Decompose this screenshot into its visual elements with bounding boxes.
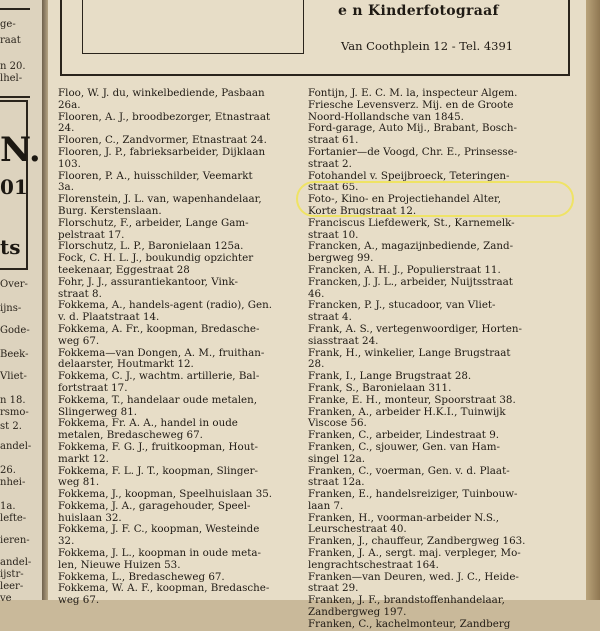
directory-entry: [58, 548, 298, 572]
directory-entry: [58, 524, 298, 548]
left-page-fragment: ge-: [0, 19, 16, 30]
entry-line: Fokkema, Fr. A. A., handel in oude: [58, 417, 238, 430]
directory-entry: [58, 300, 298, 324]
entry-continuation: v. d. Plaatstraat 14.: [58, 311, 160, 324]
directory-entry: [58, 442, 298, 466]
entry-line: Franken, J. A., sergt. maj. verpleger, Mo-: [308, 547, 521, 560]
directory-entry: [58, 112, 298, 136]
directory-entry: [58, 88, 298, 112]
directory-entry: [58, 277, 298, 301]
directory-entry: [308, 265, 576, 277]
directory-column-right: [308, 88, 576, 631]
entry-continuation: fortstraat 17.: [58, 381, 128, 394]
directory-entry: [308, 595, 576, 619]
entry-line: Franken, A., arbeider H.K.I., Tuinwijk: [308, 405, 506, 418]
directory-entry: [308, 513, 576, 537]
directory-entry: [58, 324, 298, 348]
entry-line: Francken, P. J., stucadoor, van Vliet-: [308, 299, 496, 312]
entry-line: Francken, A., magazijnbediende, Zand-: [308, 240, 514, 253]
directory-entry: [58, 194, 298, 218]
left-page-fragment: rsmo-: [0, 407, 29, 418]
highlight-marker: [296, 181, 574, 217]
left-page-fragment: ieren-: [0, 535, 30, 546]
entry-continuation: Viscose 56.: [308, 417, 367, 430]
entry-line: Fokkema, L., Bredascheweg 67.: [58, 570, 225, 583]
entry-line: Florschutz, F., arbeider, Lange Gam-: [58, 216, 249, 229]
directory-entry: [308, 88, 576, 123]
directory-entry: [308, 572, 576, 596]
entry-continuation: 32.: [58, 535, 75, 548]
entry-line: Franken, C., arbeider, Lindestraat 9.: [308, 429, 500, 442]
entry-line: Flooren, C., Zandvormer, Etnastraat 24.: [58, 134, 267, 147]
entry-continuation: weg 67.: [58, 334, 100, 347]
left-page-fragment: Beek-: [0, 349, 29, 360]
directory-entry: [308, 489, 576, 513]
entry-line: Fokkema, A., handels-agent (radio), Gen.: [58, 299, 273, 312]
book-edge: [586, 0, 600, 600]
entry-line: Franken—van Deuren, wed. J. C., Heide-: [308, 570, 519, 583]
entry-line: Fokkema, C. J., wachtm. artillerie, Bal-: [58, 370, 260, 383]
left-page-fragment: Gode-: [0, 325, 30, 336]
left-page-fragment: lhel-: [0, 73, 23, 84]
directory-entry: [58, 466, 298, 490]
entry-continuation: laan 7.: [308, 499, 344, 512]
entry-line: Florschutz, L. P., Baronielaan 125a.: [58, 240, 244, 253]
entry-continuation: Zandbergweg 197.: [308, 606, 407, 619]
entry-continuation: Leurschestraat 40.: [308, 523, 407, 536]
entry-continuation: pelstraat 17.: [58, 228, 125, 241]
directory-entry: [58, 501, 298, 525]
directory-entry: [308, 442, 576, 466]
left-page-fragment: andel-: [0, 441, 32, 452]
left-page-fragment: leer-: [0, 581, 24, 592]
directory-entry: [308, 383, 576, 395]
entry-line: Floo, W. J. du, winkelbediende, Pasbaan: [58, 87, 265, 99]
directory-entry: [308, 300, 576, 324]
entry-continuation: delaarster, Houtmarkt 12.: [58, 358, 194, 371]
advertisement-address: Van Coothplein 12 - Tel. 4391: [341, 39, 514, 53]
entry-line: Fokkema, T., handelaar oude metalen,: [58, 393, 258, 406]
entry-line: Franken, C., voerman, Gen. v. d. Plaat-: [308, 464, 510, 477]
entry-continuation: straat 65.: [308, 181, 359, 194]
entry-line: Fokkema, J., koopman, Speelhuislaan 35.: [58, 488, 273, 501]
entry-continuation: metalen, Bredascheweg 67.: [58, 429, 203, 442]
entry-line: Fotohandel v. Speijbroeck, Teteringen-: [308, 169, 510, 182]
entry-line: Frank, H., winkelier, Lange Brugstraat: [308, 346, 511, 359]
directory-entry: [308, 619, 576, 631]
entry-line: Fokkema, J. F. C., koopman, Westeinde: [58, 523, 260, 536]
entry-line: Fokkema, W. A. F., koopman, Bredasche-: [58, 582, 270, 595]
entry-line: Franciscus Liefdewerk, St., Karnemelk-: [308, 216, 515, 229]
left-page-fragment: Vliet-: [0, 371, 27, 382]
left-page-fragment: st 2.: [0, 421, 22, 432]
entry-continuation: Slingerweg 81.: [58, 405, 138, 418]
entry-continuation: 28.: [308, 358, 325, 371]
entry-line: Florenstein, J. L. van, wapenhandelaar,: [58, 193, 262, 206]
entry-continuation: straat 2.: [308, 157, 352, 170]
directory-entry: [58, 371, 298, 395]
directory-entry: [58, 418, 298, 442]
left-page-fragment: raat: [0, 35, 21, 46]
entry-line: Franken, H., voorman-arbeider N.S.,: [308, 511, 500, 524]
left-page-fragment: n 18.: [0, 395, 26, 406]
directory-entry: [308, 324, 576, 348]
entry-continuation: Burg. Kerstenslaan.: [58, 204, 162, 217]
entry-continuation: markt 12.: [58, 452, 109, 465]
left-page-fragment: andel-: [0, 557, 32, 568]
entry-continuation: Korte Brugstraat 12.: [308, 204, 417, 217]
directory-entry: [58, 583, 298, 607]
entry-continuation: 3a.: [58, 181, 74, 194]
entry-line: Frank, I., Lange Brugstraat 28.: [308, 370, 472, 383]
directory-entry: [308, 548, 576, 572]
entry-line: Fontijn, J. E. C. M. la, inspecteur Algem.: [308, 87, 518, 99]
entry-continuation: straat 8.: [58, 287, 102, 300]
directory-entry: [308, 123, 576, 147]
entry-line: Fohr, J. J., assurantiekantoor, Vink-: [58, 275, 238, 288]
entry-continuation: straat 4.: [308, 311, 352, 324]
left-page-fragment: n 20.: [0, 61, 26, 72]
entry-continuation: straat 29.: [308, 582, 359, 595]
directory-entry: [308, 395, 576, 407]
entry-line: Flooren, A. J., broodbezorger, Etnastraat: [58, 110, 271, 123]
directory-entry: [58, 253, 298, 277]
left-page-fragment: ijstr-: [0, 569, 24, 580]
entry-continuation: 26a.: [58, 98, 81, 111]
entry-continuation: 24.: [58, 122, 75, 135]
entry-line: Ford-garage, Auto Mij., Brabant, Bosch-: [308, 122, 517, 135]
entry-line: Flooren, J. P., fabrieksarbeider, Dijklaan: [58, 145, 266, 158]
left-page-fragment: ve: [0, 593, 12, 604]
entry-line: Frank, S., Baronielaan 311.: [308, 381, 452, 394]
entry-line: Fokkema, J. A., garagehouder, Speel-: [58, 499, 251, 512]
entry-line: Franken, J., chauffeur, Zandbergweg 163.: [308, 535, 526, 548]
entry-continuation: 103.: [58, 157, 81, 170]
entry-continuation: 46.: [308, 287, 325, 300]
entry-continuation: weg 81.: [58, 476, 100, 489]
entry-line: Fokkema, A. Fr., koopman, Bredasche-: [58, 322, 260, 335]
entry-line: Franke, E. H., monteur, Spoorstraat 38.: [308, 393, 516, 406]
entry-continuation: len, Nieuwe Huizen 53.: [58, 558, 181, 571]
entry-line: Fokkema, F. L. J. T., koopman, Slinger-: [58, 464, 258, 477]
entry-continuation: singel 12a.: [308, 452, 365, 465]
entry-continuation: Friesche Levensverz. Mij. en de Groote: [308, 98, 514, 111]
left-page-fragment: nhei-: [0, 477, 26, 488]
entry-continuation: Noord-Hollandsche van 1845.: [308, 110, 464, 123]
entry-line: Francken, A. H. J., Populierstraat 11.: [308, 263, 501, 276]
entry-line: Fokkema—van Dongen, A. M., fruithan-: [58, 346, 265, 359]
entry-line: Frank, A. S., vertegenwoordiger, Horten-: [308, 322, 522, 335]
left-page-fragment: 01: [0, 175, 28, 199]
directory-entry: [308, 241, 576, 265]
left-page-fragment: ts: [0, 235, 21, 259]
entry-continuation: bergweg 99.: [308, 252, 374, 265]
directory-entry: [58, 171, 298, 195]
entry-line: Fokkema, F. G. J., fruitkoopman, Hout-: [58, 440, 258, 453]
entry-line: Franken, C., kachelmonteur, Zandberg: [308, 617, 511, 630]
directory-entry: [308, 466, 576, 490]
entry-continuation: lengrachtschestraat 164.: [308, 558, 439, 571]
entry-line: Foto-, Kino- en Projectiehandel Alter,: [308, 193, 502, 206]
left-page-fragment: N.: [0, 130, 41, 170]
directory-entry: [308, 147, 576, 171]
left-page-fragment: lefte-: [0, 513, 27, 524]
directory-entry: [58, 147, 298, 171]
advertisement-title: e n Kinderfotograaf: [338, 3, 499, 19]
directory-entry: [308, 348, 576, 372]
entry-continuation: straat 10.: [308, 228, 359, 241]
entry-line: Fock, C. H. L. J., boukundig opzichter: [58, 252, 254, 265]
directory-entry: [308, 277, 576, 301]
entry-line: Francken, J. J. L., arbeider, Nuijtsstraat: [308, 275, 513, 288]
left-page-rule: [0, 96, 30, 98]
directory-entry: [308, 407, 576, 431]
entry-continuation: straat 61.: [308, 134, 359, 147]
left-page-fragment: ijns-: [0, 303, 22, 314]
directory-column-left: [58, 88, 298, 607]
directory-entry: [58, 218, 298, 242]
entry-line: Franken, E., handelsreiziger, Tuinbouw-: [308, 488, 518, 501]
entry-continuation: teekenaar, Eggestraat 28: [58, 263, 190, 276]
entry-continuation: siasstraat 24.: [308, 334, 379, 347]
entry-line: Franken, C., sjouwer, Gen. van Ham-: [308, 440, 500, 453]
entry-continuation: straat 12a.: [308, 476, 365, 489]
left-page-rule: [0, 8, 30, 10]
entry-continuation: weg 67.: [58, 594, 100, 607]
entry-line: Fokkema, J. L., koopman in oude meta-: [58, 547, 261, 560]
entry-line: Franken, J. F., brandstoffenhandelaar,: [308, 594, 505, 607]
directory-entry: [308, 218, 576, 242]
advertisement-image-frame: [82, 0, 304, 54]
entry-line: Flooren, P. A., huisschilder, Veemarkt: [58, 169, 253, 182]
directory-entry: [58, 395, 298, 419]
left-page-fragment: Over-: [0, 279, 28, 290]
directory-entry: [58, 348, 298, 372]
entry-line: Fortanier—de Voogd, Chr. E., Prinsesse-: [308, 145, 518, 158]
entry-continuation: huislaan 32.: [58, 511, 122, 524]
left-page-fragment: 1a.: [0, 501, 16, 512]
left-page-fragment: 26.: [0, 465, 16, 476]
